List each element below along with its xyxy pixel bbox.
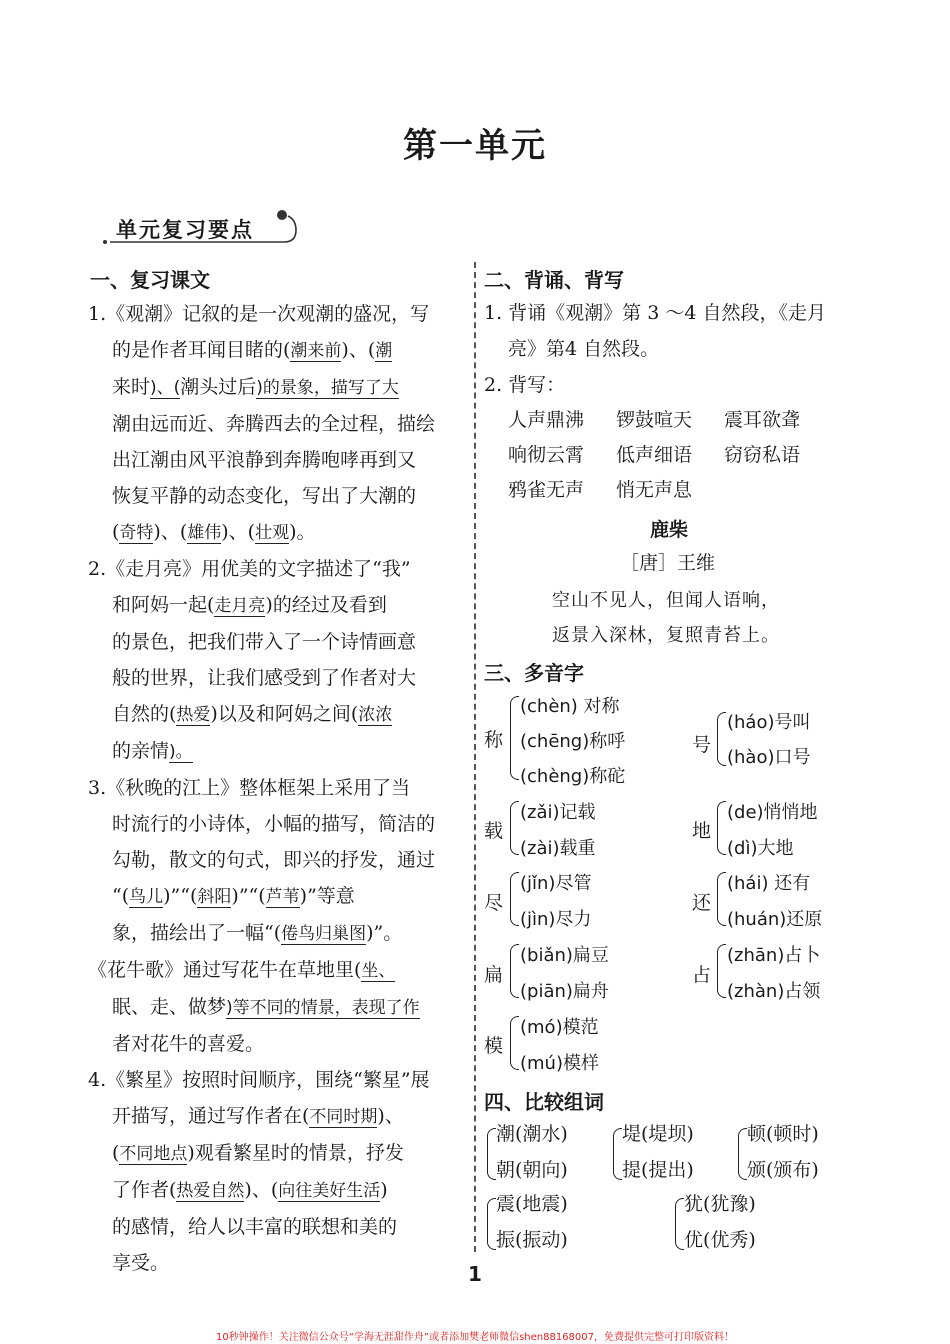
brace-icon: [510, 1016, 519, 1070]
poly-char: 扁: [484, 964, 504, 986]
recite-line-3: 2. 背写：: [484, 374, 566, 396]
answer-text: 芦苇: [265, 887, 300, 907]
column-divider: [474, 262, 476, 1252]
word-item: 鸦雀无声: [508, 479, 585, 501]
answer-text: 浓浓: [358, 705, 393, 725]
review-line: [88, 1062, 468, 1098]
review-line: [88, 952, 468, 989]
word-item: 人声鼎沸: [508, 409, 585, 431]
compare-item: 提(提出): [622, 1159, 694, 1181]
answer-text: )的景象，描写了大: [256, 378, 399, 398]
word-item: 窃窃私语: [724, 444, 801, 466]
review-line: [88, 442, 468, 478]
poly-item: (chèn) 对称: [520, 696, 620, 717]
answer-text: 向往美好生活: [278, 1181, 381, 1201]
review-line: [88, 587, 468, 624]
answer-text: 热爱自然: [176, 1181, 245, 1201]
review-text-segment: 的感情，给人以丰富的联想和美的: [112, 1216, 398, 1238]
review-text-segment: 的亲情: [112, 740, 170, 762]
review-line: [88, 369, 468, 406]
poly-item: (dì)大地: [727, 838, 794, 859]
poem-line: 返景入深林，复照青苔上。: [552, 625, 780, 646]
compare-item: 潮(潮水): [496, 1123, 568, 1145]
review-text-segment: 自然的(: [112, 703, 177, 725]
brace-icon: [717, 872, 726, 926]
review-text-segment: 潮由远而近、奔腾西去的全过程，描绘: [112, 413, 436, 435]
answer-text: )、(: [150, 378, 181, 398]
brace-icon: [738, 1128, 747, 1180]
compare-item: 顿(顿时): [747, 1123, 819, 1145]
poly-item: (mó)模范: [520, 1017, 599, 1038]
review-text-segment: 的是作者耳闻目睹的(: [112, 339, 291, 361]
review-text-segment: 眠、走、做梦: [112, 996, 227, 1018]
poly-item: (zhān)占卜: [727, 945, 821, 966]
poly-char: 号: [692, 734, 712, 756]
poly-char: 载: [484, 820, 504, 842]
answer-text: 走月亮: [214, 596, 266, 616]
poly-item: (hào)口号: [727, 747, 811, 768]
review-text-segment: )”“(: [231, 885, 266, 907]
review-text-segment: 出江潮由风平浪静到奔腾咆哮再到又: [112, 449, 417, 471]
answer-text: 不同地点: [119, 1144, 188, 1164]
poly-item: (jǐn)尽管: [520, 873, 592, 894]
poem-title: 鹿柴: [650, 519, 689, 541]
review-text-segment: 3.《秋晚的江上》整体框架上采用了当: [88, 777, 411, 799]
answer-text: 潮来前: [290, 341, 342, 361]
review-text-segment: 象，描绘出了一幅“(: [112, 922, 282, 944]
section-badge: [98, 208, 308, 248]
brace-icon: [717, 712, 726, 766]
review-text-segment: 《花牛歌》通过写花牛在草地里(: [88, 959, 362, 981]
review-line: [88, 332, 468, 369]
poly-item: (zài)载重: [520, 838, 596, 859]
poly-char: 占: [692, 964, 712, 986]
compare-item: 颁(颁布): [747, 1159, 819, 1181]
compare-item: 犹(犹豫): [684, 1193, 756, 1215]
compare-item: 朝(朝向): [496, 1159, 568, 1181]
review-text-segment: )、(: [244, 1179, 279, 1201]
review-line: [88, 1209, 468, 1245]
poly-item: (zhàn)占领: [727, 981, 821, 1002]
review-text-segment: )、: [377, 1105, 404, 1127]
review-text-segment: 1.《观潮》记叙的是一次观潮的盛况，写: [88, 303, 430, 325]
footer-notice: 10秒钟操作！关注微信公众号“学海无涯甜作舟”或者添加樊老师微信shen88168007，免费提供完整可打印版资料！: [215, 1332, 735, 1343]
brace-icon: [510, 696, 519, 780]
poly-item: (jìn)尽力: [520, 909, 592, 930]
review-line: [88, 1026, 468, 1062]
word-item: 响彻云霄: [508, 444, 585, 466]
word-item: 低声细语: [616, 444, 693, 466]
poly-char: 地: [692, 820, 712, 842]
review-text-segment: )”等意: [299, 885, 355, 907]
brace-icon: [717, 801, 726, 855]
brace-icon: [613, 1128, 622, 1180]
review-text-segment: 4.《繁星》按照时间顺序，围绕“繁星”展: [88, 1069, 430, 1091]
review-text-segment: 恢复平静的动态变化，写出了大潮的: [112, 485, 417, 507]
brace-icon: [510, 944, 519, 998]
answer-text: 潮: [375, 341, 393, 361]
review-text-segment: ): [380, 1179, 388, 1201]
review-line: [88, 989, 468, 1026]
review-line: [88, 551, 468, 587]
review-text-segment: 和阿妈一起(: [112, 594, 215, 616]
review-text-segment: )”。: [366, 922, 403, 944]
answer-text: 斜阳: [197, 887, 232, 907]
review-text-segment: )。: [289, 521, 316, 543]
poly-item: (mú)模样: [520, 1053, 599, 1074]
answer-text: 鸟儿: [129, 887, 164, 907]
review-line: [88, 733, 468, 770]
badge-text: 单元复习要点: [116, 218, 254, 242]
answer-text: 倦鸟归巢图: [281, 924, 367, 944]
review-line: [88, 806, 468, 842]
poem-author: ［唐］王维: [620, 552, 716, 574]
review-text-segment: 2.《走月亮》用优美的文字描述了“我”: [88, 558, 411, 580]
poly-char: 尽: [484, 892, 504, 914]
compare-item: 震(地震): [496, 1193, 568, 1215]
answer-text: 奇特: [119, 523, 154, 543]
review-text-segment: 者对花牛的喜爱。: [112, 1033, 265, 1055]
answer-text: 雄伟: [187, 523, 222, 543]
page-number: 1: [468, 1262, 482, 1286]
section-1-heading: 一、复习课文: [90, 268, 210, 292]
poly-item: (háo)号叫: [727, 712, 811, 733]
poly-item: (hái) 还有: [727, 873, 811, 894]
page-title: 第一单元: [403, 126, 547, 166]
review-line: [88, 478, 468, 514]
compare-item: 堤(堤坝): [622, 1123, 694, 1145]
review-line: [88, 770, 468, 806]
review-text-segment: 潮头过后: [180, 376, 257, 398]
review-line: [88, 514, 468, 551]
poly-item: (biǎn)扁豆: [520, 945, 609, 966]
review-text-segment: )”“(: [163, 885, 198, 907]
poly-item: (de)悄悄地: [727, 802, 818, 823]
brace-icon: [675, 1198, 684, 1250]
review-text-segment: )、(: [153, 521, 188, 543]
review-text-segment: 勾勒，散文的句式，即兴的抒发，通过: [112, 849, 436, 871]
brace-icon: [510, 801, 519, 855]
word-item: 震耳欲聋: [724, 409, 801, 431]
review-text: [88, 296, 468, 1281]
review-line: [88, 406, 468, 442]
review-line: [88, 1172, 468, 1209]
brace-icon: [717, 944, 726, 998]
review-text-segment: 享受。: [112, 1252, 170, 1274]
poly-item: (zǎi)记载: [520, 802, 596, 823]
word-item: 悄无声息: [616, 479, 693, 501]
brace-icon: [487, 1198, 496, 1250]
answer-text: 壮观: [255, 523, 290, 543]
review-line: [88, 660, 468, 696]
review-text-segment: )、(: [341, 339, 376, 361]
poly-char: 称: [484, 729, 504, 751]
review-line: [88, 624, 468, 660]
review-line: [88, 696, 468, 733]
review-text-segment: 般的世界，让我们感受到了作者对大: [112, 667, 417, 689]
review-line: [88, 915, 468, 952]
poly-item: (chèng)称砣: [520, 766, 626, 787]
poly-char: 模: [484, 1035, 504, 1057]
review-text-segment: )观看繁星时的情景，抒发: [187, 1142, 404, 1164]
compare-item: 优(优秀): [684, 1229, 756, 1251]
poly-item: (huán)还原: [727, 909, 823, 930]
review-text-segment: )、(: [221, 521, 256, 543]
answer-text: 热爱: [176, 705, 211, 725]
brace-icon: [487, 1128, 496, 1180]
review-text-segment: (: [112, 1142, 120, 1164]
compare-item: 振(振动): [496, 1229, 568, 1251]
review-line: [88, 842, 468, 878]
review-text-segment: (: [112, 521, 120, 543]
review-line: [88, 1135, 468, 1172]
answer-text: )等不同的情景，表现了作: [226, 998, 420, 1018]
answer-text: 坐、: [361, 961, 396, 981]
review-line: [88, 878, 468, 915]
word-item: 锣鼓喧天: [616, 409, 693, 431]
answer-text: 不同时期: [309, 1107, 378, 1127]
review-line: [88, 296, 468, 332]
section-4-heading: 四、比较组词: [484, 1090, 604, 1114]
poly-item: (chēng)称呼: [520, 731, 626, 752]
section-3-heading: 三、多音字: [484, 661, 584, 685]
review-text-segment: 时流行的小诗体，小幅的描写，简洁的: [112, 813, 436, 835]
review-text-segment: 了作者(: [112, 1179, 177, 1201]
review-text-segment: 开描写，通过写作者在(: [112, 1105, 310, 1127]
review-line: [88, 1098, 468, 1135]
review-text-segment: 来时: [112, 376, 151, 398]
review-text-segment: )的经过及看到: [265, 594, 387, 616]
recite-line-1: 1. 背诵《观潮》第 3 ～4 自然段，《走月: [484, 302, 826, 324]
review-text-segment: 的景色，把我们带入了一个诗情画意: [112, 631, 417, 653]
recite-line-2: 亮》第4 自然段。: [508, 338, 660, 360]
review-text-segment: “(: [112, 885, 130, 907]
section-2-heading: 二、背诵、背写: [484, 268, 624, 292]
poem-line: 空山不见人，但闻人语响，: [552, 590, 780, 611]
poly-item: (piān)扁舟: [520, 981, 609, 1002]
poly-char: 还: [692, 892, 712, 914]
review-text-segment: )以及和阿妈之间(: [210, 703, 359, 725]
brace-icon: [510, 872, 519, 926]
answer-text: )。: [169, 742, 193, 762]
